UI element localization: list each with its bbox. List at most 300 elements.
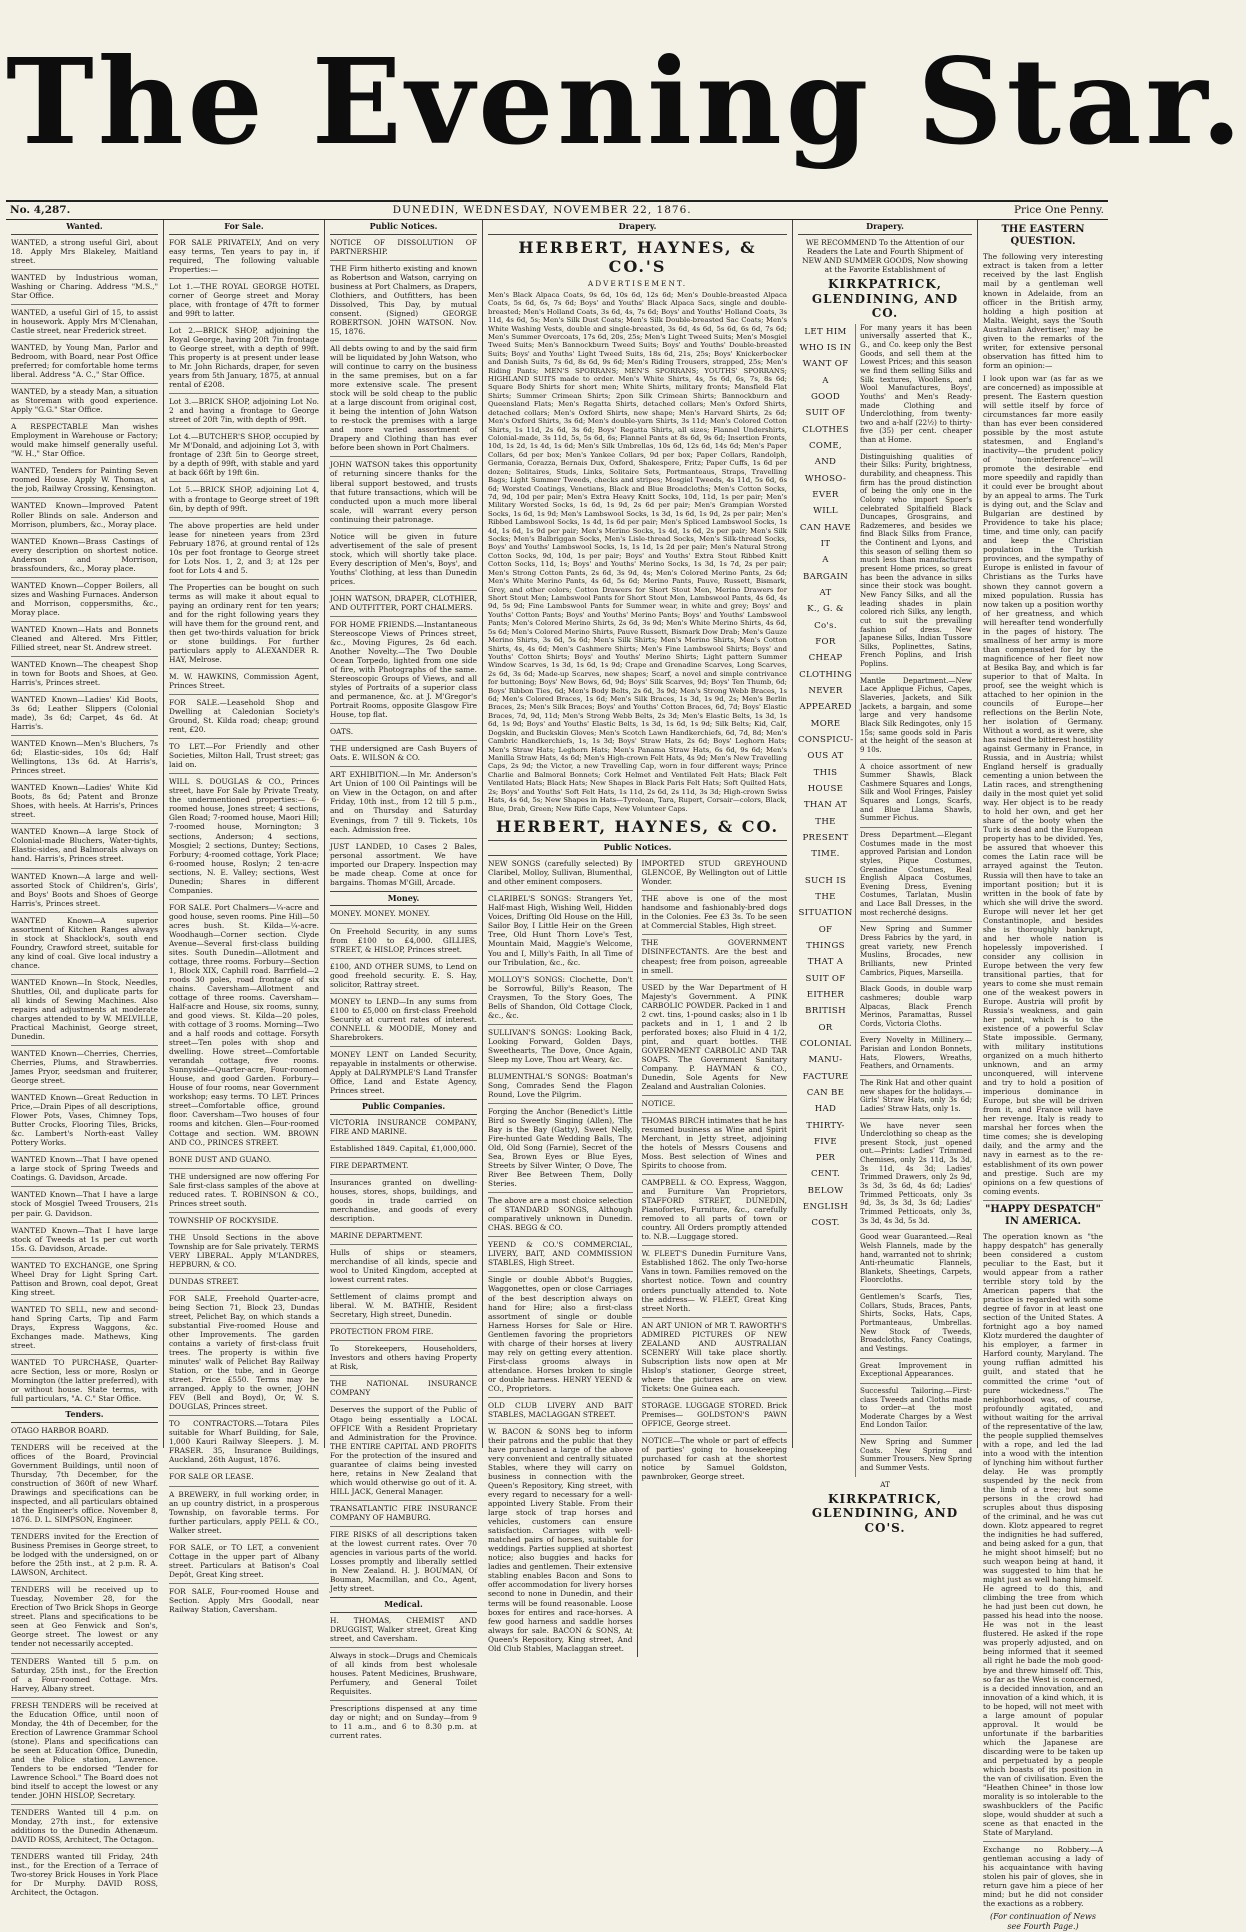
divider [330,740,477,741]
section-header: Medical. [330,1597,477,1613]
slogan-line [798,863,853,873]
advertisement: Deserves the support of the Public of Otago being essentially a LOCAL OFFICE With a Resident Proprietary and Administration for the Province. THE ENTIRE CAPITAL AND PROFITS For the protection of the insured and guarantee of claims being invested here, retains in New Zealand that which would otherwise go out of it. A. HILL JACK, General Manager. [330,1405,477,1496]
wanted-ads [11,238,158,1403]
slogan-line: IT [820,539,831,550]
advertisement: WANTED Known—The cheapest Shop in town for Boots and Shoes, at Geo. Harris's, Princes street. [11,659,158,687]
divider [169,278,319,279]
divider [11,621,158,622]
section-header: Public Companies. [330,1099,477,1115]
divider [330,766,477,767]
advertisement: WANTED Known—Brass Castings of every description on shortest notice. Anderson and Morrison, brassfounders, &c., Moray place. [11,536,158,573]
advertisement: WANTED, by a steady Man, a situation as Storeman with good experience. Apply "G.G." Star Office. [11,387,158,415]
divider [11,497,158,498]
advertisement: JOHN WATSON, DRAPER, CLOTHIER, AND OUTFITTER, PORT CHALMERS. [330,593,477,612]
advertisement: WANTED Known—A superior assortment of Kitchen Ranges always in stock at Shacklock's, south end Foundry, Crawford street, suitable for any kind of coal. Give local industry a chance. [11,915,158,970]
divider [488,1103,633,1104]
advertisement: Single or double Abbot's Buggies, Waggonettes, open or close Carriages of the best description always on hand for Hire; also a first-class assortment of single or double Harness Horses for Sale or Hire. Gentlemen favoring the proprietors with charge of their horses at livery may rely on getting every attention. First-class grooms always in attendance. Horses broken to single or double harness. HENRY YEEND & CO., Proprietors. [488,1275,633,1393]
divider [330,993,477,994]
advertisement: TENDERS invited for the Erection of Business Premises in George street, to be lodged with the undersigned, on or before the 25th inst., at 2 p.m. R. A. LAWSON, Architect. [11,1532,158,1578]
advertisement: WANTED by Industrious woman, Washing or Charing. Address "M.S.," Star Office. [11,272,158,300]
column-news [978,220,1108,1932]
section-header: Wanted. [11,222,158,235]
slogan-line: COME, [809,441,842,452]
advertisement: CAMPBELL & CO. Express, Waggon, and Furniture Van Proprietors, STAFFORD STREET, DUNEDIN, Pianofortes, Furniture, &c., carefully removed to all parts of town or country. All Orders promptly attended to. N.B.—Luggage stored. [641,1178,787,1242]
advertisement: WANTED Known—A large Stock of Colonial-made Bluchers, Water-tights, Elastic-sides, and Balmorals always on hand. Harris's, Princes street. [11,827,158,864]
divider [860,1434,972,1435]
divider [488,1271,633,1272]
advertisement: THE NATIONAL INSURANCE COMPANY [330,1379,477,1398]
advertisement: SULLIVAN'S SONGS: Looking Back, Looking Forward, Golden Days, Sweethearts, The Dove, Once Again, Sleep my Love, Thou art Weary, &c. [488,1027,633,1064]
advertisement: OATS. [330,727,354,737]
slogan-line: ENGLISH [802,1202,849,1213]
slogan-line: HOUSE [807,783,844,794]
divider [488,1397,633,1398]
vertical-slogan [798,324,856,1477]
slogan-line: FOR [815,636,836,647]
divider [11,1257,158,1258]
advertisement: MONEY LENT on Landed Security, repayable in instalments or otherwise. Apply at DALRYMPLE'S Land Transfer Office, Land and Estate Agency, Princes street. [330,1049,477,1095]
article-title: THE EASTERN QUESTION. [1001,224,1085,248]
advertisement: USED by the War Department of H Majesty's Government. A PINK CARBOLIC POWDER. Packed in 1 and 2 cwt. tins, 1-pound casks; also in 1 lb packets and in 1, 1 and 2 lb perforated boxes; also Fluid in 4 1/2, pint, and quart bottles. THE GOVERNMENT CARBOLIC AND TAR SOAPS. The Government Sanitary Company. P. HAYMAN & CO., Dunedin, Sole Agents for New Zealand and Australian Colonies. [641,982,787,1091]
divider [860,1289,972,1290]
slogan-line: CAN HAVE [799,522,852,533]
divider [330,1500,477,1501]
advertisement: WANTED Known—That I have large stock of Tweeds at 1s per cut worth 15s. G. Davidson, Arcade. [11,1225,158,1253]
divider [330,1244,477,1245]
advertisement: WANTED Known—Men's Bluchers, 7s 6d; Elastic-sides, 10s 6d; Half Wellingtons, 13s 6d. At Harris's, Princes street. [11,739,158,776]
slogan-line: THIRTY- [806,1120,845,1131]
advertisement: Successful Tailoring.—First-class Tweeds and Cloths made to order—at the most Moderate Charges by a West End London Tailor. [860,1385,972,1430]
advertisement: JOHN WATSON takes this opportunity of returning sincere thanks for the liberal support bestowed, and trusts that future transactions, which will be conducted upon a much more liberal scale, will warrant every person continuing their patronage. [330,460,477,524]
divider [11,269,158,270]
advertisement: FOR SALE OR LEASE. [169,1472,254,1482]
divider [983,1200,1103,1201]
divider [860,759,972,760]
advertisement: IMPORTED STUD GREYHOUND GLENCOE, By Wellington out of Little Wonder. [641,859,787,887]
divider [330,456,477,457]
divider [11,1151,158,1152]
slogan-line: WHO IS IN [799,343,852,354]
advertisement: Lot 4.—BUTCHER'S SHOP, occupied by Mr M'Donald, and adjoining Lot 3, with frontage of 23ft 5in to George street, by a depth of 99ft, with stable and yard at back 66ft by 19ft 6in. [169,432,319,478]
advertisement: Always in stock—Drugs and Chemicals of all kinds from best wholesale houses. Patent Medicines, Brushware, Perfumery, and General Toilet Requisites. [330,1650,477,1697]
divider [488,971,633,972]
divider [330,1647,477,1648]
advertisement: CLARIBEL'S SONGS: Strangers Yet, Half-mast High, Wishing Well, Hidden Voices, Drifting Old House on the Hill, Sailor Boy, I Little Heir on the Green Tree, Old Hunt Thorn Love's Test, Mountain Maid, Maggie's Welcome, You and I, Milly's Faith, In all Time of our Tribulation, &c., &c. [488,894,633,967]
advertisement: Established 1849. Capital, £1,000,000. [330,1143,476,1153]
divider [169,428,319,429]
divider [330,1288,477,1289]
slogan-line: FACTURE [802,1071,849,1082]
divider [983,1841,1103,1842]
slogan-line: EITHER [806,989,845,1000]
dateline [6,200,1108,220]
masthead [6,4,1246,200]
advertisement: VICTORIA INSURANCE COMPANY, FIRE AND MARINE. [330,1117,477,1136]
advertisement: OLD CLUB LIVERY AND BAIT STABLES, MACLAGGAN STREET. [488,1400,633,1419]
advertisement: BONE DUST AND GUANO. [169,1154,272,1164]
slogan-line: THAT A [807,957,844,968]
divider [860,1383,972,1384]
divider [11,1089,158,1090]
advertisement: Lot 5.—BRICK SHOP, adjoining Lot 4, with a frontage to George street of 19ft 6in, by depth of 99ft. [169,485,319,513]
divider [169,1273,319,1274]
advertisement: TENDERS Wanted till 4 p.m. on Monday, 27th inst., for extensive additions to the Dunedin Athenæum. DAVID ROSS, Architect, The Octagon. [11,1807,158,1845]
column-wanted [6,220,164,1898]
divider [169,1539,319,1540]
section-header: Public Notices. [330,222,477,235]
advertisement: THE above is one of the most handsome and fashionably-bred dogs in the Colonies. Fee £3 3s. To be seen at Commercial Stables, High street. [641,894,787,931]
advertisement: TOWNSHIP OF ROCKYSIDE. [169,1215,279,1225]
advertisement: Every Novelty in Millinery.—Parisian and London Bonnets, Hats, Flowers, Wreaths, Feathers, and Ornaments. [860,1035,972,1071]
advertisement: NOTICE—The whole or part of effects of parties' going to housekeeping purchased for cash at the shortest notice by Samuel Goldston, pawnbroker, George street. [641,1435,787,1482]
divider [330,1375,477,1376]
firm-name: HERBERT, HAYNES, & CO.'S [518,237,757,277]
divider [330,958,477,959]
advertisement: WANTED, Tenders for Painting Seven roomed House. Apply W. Thomas, at the job, Railway Crossing, Kensington. [11,466,158,494]
divider [169,1415,319,1416]
slogan-line: A [822,375,829,386]
divider [11,1186,158,1187]
advertisement: Lot 2.—BRICK SHOP, adjoining the Royal George, having 20ft 7in frontage to George street, with a depth of 99ft. This property is at present under lease to Mr. John Richards, draper, for seven years from 5th January, 1875, at annual rental of £208. [169,326,319,390]
slogan-line: BELOW [807,1185,844,1196]
column-public-notices [325,220,483,1741]
slogan-line: SUIT OF [805,408,846,419]
divider [330,1174,477,1175]
advertisement: A RESPECTABLE Man wishes Employment in Warehouse or Factory; would make himself generally useful. "W. H.," Star Office. [11,422,158,459]
advertisement: We have never seen Underclothing so cheap as the present Stock, just opened out.—Prints: Ladies' Trimmed Chemises, only 2s 11d, 3s 3d, 3s 11d, 4s 3d; Ladies' Trimmed Drawers, only 2s 9d, 3s 3d, 3s 6d, 4s 6d; Ladies' Trimmed Petticoats, only 3s 9d, 3s, 3s 3d, 3s 6d; Ladies' Trimmed Petticoats, only 3s, 3s 3d, 4s 3d, 5s 3d. [860,1120,972,1225]
advertisement: TENDERS will be received at the offices of the Board, Provincial Government Buildings, until noon of Thursday, 7th December, for the construction of 360ft of new Wharf. Drawings and specifications can be inspected, and all particulars obtained at the Engineer's office. November 8, 1876. D. L. SIMPSON, Engineer. [11,1442,158,1525]
slogan-line: WANT OF [802,359,849,370]
slogan-line: LET HIM [804,326,847,337]
divider [330,590,477,591]
divider [11,1804,158,1805]
divider [860,827,972,828]
advertisement: Forging the Anchor (Benedict's Little Bird so Sweetly Singing (Allen), The Bay is the Bay (Gatty), Sweet Nelly, Fire-hunted Gate Wedding Balls, The Old, Old Song (Farnie), Secret of the Sea, Brown Eyes or Blue Eyes, Streets by Silver Winter, O Dove, The River Bee Between Them, Dolly Steries. [488,1106,633,1189]
companies-ads [330,1118,477,1593]
slogan-line: CHEAP [808,653,843,664]
public-notices-split [488,859,787,1656]
advertisement: TRANSATLANTIC FIRE INSURANCE COMPANY OF HAMBURG. [330,1503,477,1522]
divider [11,339,158,340]
divider [860,1032,972,1033]
divider [330,1227,477,1228]
advertisement: YEEND & CO.'S COMMERCIAL, LIVERY, BAIT, AND COMMISSION STABLES, High Street. [488,1240,633,1268]
divider [642,1174,788,1175]
divider [169,1583,319,1584]
divider [169,899,319,900]
advertisement: Insurances granted on dwelling-houses, stores, shops, buildings, and goods in trade carried on merchandise, and goods of every description. [330,1177,477,1223]
at-label: AT [880,1479,890,1489]
divider [11,779,158,780]
advertisement: NOTICE. [641,1098,676,1108]
slogan-line: EVER [812,490,839,501]
divider [169,579,319,580]
medical-ads [330,1616,477,1740]
advertisement: WANTED Known—Great Reduction in Price,—Drain Pipes of all descriptions, Flower Pots, Vases, Chimney Tops, Butter Crocks, Flooring Tiles, Bricks, &c. Lambert's North-east Valley Pottery Works. [11,1093,158,1148]
article-paragraph: I look upon war (as far as we are concerned) as impossible at present. The Eastern question will settle itself by force of circumstances far more easily than has ever been considered possible by the most astute statesmen, and England's inactivity—the prudent policy of 'non-interference'—will promote the desirable end more speedily and rapidly than it could ever be brought about by an appeal to arms. The Turk is dying out, and the Sclav and Bulgarian are destined by Providence to take his place; time, and time only, can pacify and keep the Christian population in the Turkish provinces, and the sympathy of Europe is enlisted in favour of Christians as the Turks have shown they cannot govern a mixed population. Russia has now taken up a position worthy of her greatness, and which will hereafter tend wonderfully in the pages of history. The smallness of her army is more than compensated for by the magnificence of her fleet now at Besika Bay, and which is far superior to that of Malta. In proof, see the weight which is attached to her opinion in the councils of Europe—her reflections on the Berlin Note, her isolation of Germany. Without a word, as it were, she has raised the bitterest hostility against Germany in France, in Russia, and in Austria; whilst England herself is gradually cementing a union between the Latin races, and strengthening daily in the most quiet yet solid way. Her object is to be ready to hold her own, and get her share of the booty when the Turk is dead and the European property has to be divided. Yes, be assured that whoever this comes the Latin race will be arrayed against the Teuton. Russia will then have to take an important position; but it is written in the book of fate by which she will drive the sword. Europe will never let her get Constantinople, and besides she is thoroughly bankrupt, and her whole nation is hopelessly impoverished. I consider any collision in Europe between the very few transitional parties, that for years to come she must remain one of the weakest powers in Europe. Austria will profit by Russia's weakness, and gain her point, which is to the existence of a powerful Sclav State impossible. Germany, with military institutions organized on a much hitherto unknown, and an army unconquered, will intervene and try to hold a position of imperious dominance in Europe, but she will be driven from it, and France will have her revenge. Italy is ready to marshal her forces when the time comes; she is developing daily, and the army and the navy in earnest as to the re-establishment of its own power and prestige. Such are my opinions on a few questions of coming events. [983,373,1103,1196]
slogan-line: COLONIAL [799,1038,852,1049]
slogan-line: THAN AT [803,800,848,811]
divider [860,1229,972,1230]
advertisement: M. W. HAWKINS, Commission Agent, Princes Street. [169,672,319,691]
advertisement: WANTED, a strong useful Girl, about 18. Apply Mrs Blakeley, Maitland street. [11,237,158,265]
advertisement: MOLLOY'S SONGS: Clochette, Don't be Sorrowful, Billy's Reason, The Craysmen, To the Story Goes, The Bells of Shandon, Old Cottage Clock, &c., &c. [488,974,633,1020]
article-title-2: "HAPPY DESPATCH" IN AMERICA. [985,1203,1101,1227]
advertisement: FOR SALE PRIVATELY, And on very easy terms, Ten years to pay in, if required, The following valuable Properties:— [169,237,319,274]
divider [11,418,158,419]
divider [642,890,788,891]
advertisement: Great Improvement in Exceptional Appearances. [860,1360,972,1379]
advertisement: TO LET.—For Friendly and other Societies, Milton Hall, Trust street; gas laid on. [169,742,319,770]
slogan-line: BARGAIN [802,571,849,582]
slogan-line: HAD [814,1104,837,1115]
issue-number: No. 4,287. [10,204,71,217]
divider [11,1848,158,1849]
advertisement-label: ADVERTISEMENT. [587,278,688,288]
advertisement: All debts owing to and by the said firm will be liquidated by John Watson, who will continue to carry on the business in the same premises, but on a far more extensive scale. The present stock will be sold cheap to the public at a large discount from original cost, it being the intention of John Watson to re-stock the premises with a large and more varied assortment of Drapery and Clothing than has ever before been shown in Port Chalmers. [330,344,477,453]
advertisement: WANTED TO SELL, new and second-hand Spring Carts, Tip and Farm Drays, Express Waggons, &c. Exchanges made. Mathews, King street. [11,1304,158,1350]
for-sale-ads [169,238,319,1614]
slogan-line: WILL [813,506,838,517]
advertisement: To Storekeepers, Householders, Investors and others having Property at Risk, [330,1344,477,1372]
advertisement: Prescriptions dispensed at any time day or night; and on Sunday—from 9 to 11 a.m., and 6 to 8.30 p.m. at current rates. [330,1704,477,1741]
divider [11,1439,158,1440]
advertisement: Mantle Department.—New Lace Applique Fichus, Capes, Slaveries, Jackets, and Silk Jackets, a bargain, and some large and very handsome Black Silk Redingotes, only 15 15s; same goods sold in Paris at the height of the season at 9 10s. [860,675,972,754]
advertisement: Gentlemen's Scarfs, Ties, Collars, Studs, Braces, Pants, Shirts, Socks, Hats, Caps, Portmanteaus, Umbrellas. New Stock of Tweeds, Broadcloths, Fancy Coatings, and Vestings. [860,1292,972,1353]
advertisement: Hulls of ships or steamers, merchandise of all kinds, specie and wool to United Kingdom, accepted at lowest current rates. [330,1248,477,1285]
divider [330,723,477,724]
place-date: DUNEDIN, WEDNESDAY, NOVEMBER 22, 1876. [392,204,692,217]
divider [330,340,477,341]
slogan-line: CLOTHES [802,424,849,435]
advertisement: THE Firm hitherto existing and known as Robertson and Watson, carrying on business at Port Chalmers, as Drapers, Clothiers, and Outfitters, has been Dissolved, This Day, by mutual consent. (Signed) GEORGE ROBERTSON. JOHN WATSON. Nov. 15, 1876. [330,263,477,337]
advertisement: JUST LANDED, 10 Cases 2 Bales, personal assortment. We have imported our Drapery. Inspection may be made cheap. Come at once for bargains. Thomas M'Gill, Arcade. [330,841,477,887]
advertisement: THE Unsold Sections in the above Township are for Sale privately. TERMS VERY LIBERAL. Apply M'LANDRES, HEPBURN, & CO. [169,1232,319,1269]
column-for-sale [164,220,325,1614]
divider [330,260,477,261]
section-header: Drapery. [798,222,972,235]
money-ads [330,909,477,1095]
divider [330,1046,477,1047]
advertisement: WANTED TO PURCHASE, Quarter-acre Section, less or more, Roslyn or Mornington (the latter preferred), with or without house. State terms, with full particulars, "A. C." Star Office. [11,1357,158,1404]
advertisement: H. THOMAS, CHEMIST AND DRUGGIST, Walker street, Great King street, and Caversham. [330,1615,477,1643]
kirkpatrick-heading: KIRKPATRICK, GLENDINING, AND CO. [811,276,959,321]
advertisement: FOR SALE, Freehold Quarter-acre, being Section 71, Block 23, Dundas street, Pelichet Bay, on which stands a substantial Five-roomed House and other Improvements. The garden contains a variety of first-class fruit trees. The property is within five minutes' walk of Pelichet Bay Railway Station, or the tube, and in George street. Price £550. Terms may be arranged. Apply to the owner, JOHN FEV (Bell and Boyd), Or, W. S. DOUGLAS, Princes street. [169,1293,319,1412]
advertisement: MONEY. MONEY. MONEY. [330,909,430,919]
slogan-line: THIS [813,767,838,778]
advertisement: THE undersigned are Cash Buyers of Oats. E. WILSON & CO. [330,744,477,763]
slogan-line: AT [819,588,832,598]
slogan-line: MORE [810,718,841,729]
slogan-line: GOOD [810,392,841,403]
advertisement: FOR SALE, Four-roomed House and Section. Apply Mrs Goodall, near Railway Station, Caversham. [169,1586,319,1614]
slogan-line: BRITISH [805,1006,846,1017]
divider [860,1358,972,1359]
advertisement: W. BACON & SONS beg to inform their patrons and the public that they have purchased a large of the above very convenient and centrally situated Stables, where they will carry on business in connection with the Queen's Repository, King street, with every regard to necessary for a well-appointed Livery Stable. From their large stock of trap horses and vehicles, customers can ensure satisfaction. Carriages with well-matched pairs of horses, suitable for weddings. Parties supplied at shortest notice; also buggies and hacks for ladies and gentlemen. Their extensive stabling enables Bacon and Sons to offer accommodation for livery horses second to none in Dunedin, and their terms will be found reasonable. Loose boxes for entires and race-horses. A few good harness and saddle horses always for sale. BACON & SONS, At Queen's Repository, King street, And Old Club Stables, Maclaggan street. [488,1426,633,1653]
advertisement: Distinguishing qualities of their Silks: Purity, brightness, durability, and cheapness. This firm has the proud distinction of being the only one in the Colony who import Spoer's celebrated Spitalfield Black Duncapes, Grosgrains, and Radzemeres, and besides we find Black Silks from France, the Continent and Lyons, and this season of selling them so much less than manufacturers present Home prices, so great has been the advance in silks since their stock was bought. New Fancy Silks, and all the leading shades in plain colored rich Silks, any length, cut to suit the prevailing fashion of dress. New Japanese Silks, Indian Tussore Silks, Poplinettes, Satins, French Poplins, and Irish Poplins. [860,451,972,669]
advertisement: WANTED, a useful Girl of 15, to assist in housework. Apply Mrs M'Clenahan, Castle street, near Frederick street. [11,307,158,335]
advertisement: WANTED Known—Cherries, Cherries, Cherries, Plums, and Strawberries. James Pryor, seedsman and fruiterer, George street. [11,1049,158,1086]
advertisement: TO CONTRACTORS.—Totara Piles suitable for Wharf Building, for Sale, 1,000 Kauri Railway Sleepers. J. M. FRASER. 35, Insurance Buildings, Auckland, 26th August, 1876. [169,1419,319,1465]
divider [488,1423,633,1424]
advertisement: Lot 1.—THE ROYAL GEORGE HOTEL corner of George street and Moray place, with frontage of 47ft to former and 99ft to latter. [169,281,319,318]
advertisement: New Spring and Summer Dress Fabrics by the yard, in great variety, new French Muslins, Brocades, new Brilliants, new Printed Cambrics, Piques, Marseilla. [860,924,972,977]
advertisement: FOR SALE.—Leasehold Shop and Dwelling at Caledonian Society's Ground, St. Kilda road; cheap; ground rent, £20. [169,698,319,735]
divider [11,1354,158,1355]
advertisement: Good wear Guaranteed.—Real Welsh Flannels, made by the hand, warranted not to shrink; Anti-rheumatic Flannels, Blankets, Sheetings, Carpets, Floorcloths. [860,1232,972,1285]
divider [169,1290,319,1291]
advertisement: FOR SALE. Port Chalmers—¼-acre and good house, seven rooms. Pine Hill—50 acres bush. St. Kilda—¼-acre. Woodhaugh—Corner section. Clyde Avenue—Several first-class building sites. South Dunedin—Allotment and cottage, three rooms. Forbury—Section 1, Block XIX, Caphill road. Barrfield—2 roods 30 poles, road frontage of six chains. Caversham—Allotment and cottage of three rooms. Caversham—Half-acre and House, six rooms, sunny, and good views. St. Kilda—20 poles, with cottage of 3 rooms. Morning—Two and a half roods and cottage. Forsyth street—Ten poles with shop and dwelling. Howe street—Comfortable verandah cottage, five rooms. Sunnyside—Quarter-acre, Four-roomed House, and good Garden. Forbury—House of four rooms, near Government workshop; easy terms. TO LET. Princes street—Comfortable office, ground floor. Caversham—Two houses of four rooms and kitchen. Glen—Four-roomed Cottage and section. WM. BROWN AND CO., PRINCES STREET. [169,902,319,1147]
divider [330,1526,477,1527]
advertisement: BLUMENTHAL'S SONGS: Boatman's Song, Comrades Send the Flagon Round, Love the Pilgrim. [488,1071,633,1099]
divider [169,393,319,394]
slogan-line: PER [815,1153,836,1164]
public-notices-right [638,859,788,1656]
slogan-line: WHOSO- [804,473,847,484]
advertisement: PROTECTION FROM FIRE. [330,1327,434,1337]
advertisement: Notice will be given in future advertisement of the sale of present stock, which will shortly take place. Every description of Men's, Boys', and Youths' Clothing, at less than Dunedin prices. [330,531,477,586]
advertisement: On Freehold Security, in any sums from £100 to £4,000. GILLIES, STREET, & HISLOP, Princes street. [330,926,477,954]
divider [169,773,319,774]
slogan-line: OF THINGS [806,924,845,951]
slogan-line: APPEARED [799,702,852,713]
slogan-line: A [822,555,829,566]
advertisement: FIRE DEPARTMENT. [330,1160,409,1170]
slogan-line: K., G. & Co's. [807,604,844,631]
divider [11,868,158,869]
price: Price One Penny. [1013,204,1104,217]
kirkpatrick-footer: KIRKPATRICK, GLENDINING, AND CO'S. [811,1491,959,1535]
divider [642,934,788,935]
divider [11,1581,158,1582]
article-paragraph: The operation known as "the happy despatch" has generally been considered a custom peculiar to the East, but it would appear from a rather terrible story told by the American papers that the practice is regarded with some degree of favor in at least one section of the United States. A fortnight ago a boy named Klotz murdered the daughter of his employer, a farmer in Harford county, Maryland. The young ruffian admitted his guilt, and stated that he committed the crime "out of pure wickedness." The neighborhood was, of course, profoundly agitated, and without waiting for the arrival of the representative of the law, the people supplied themselves with a rope, and led the lad into a wood with the intention of lynching him without further delay. He was promptly suspended by the neck from the limb of a tree; but some persons in the crowd had scruples about thus disposing of the criminal, and he was cut down. Klotz appeared to regret the indignities he had suffered, and being asked for a gun, that he might shoot himself; but no such weapon being at hand, it was suggested to him that he might just as well hang himself. He agreed to do this, and climbing the tree from which he had just been cut down, he passed his head into the noose. He was not in the least flustered. He asked if the rope was properly adjusted, and on being informed that it seemed all right he bade the mob good-bye and threw himself off. This, so far as the West is concerned, is a decided innovation, and an innovation of a kind which, it is to be hoped, will not meet with a large amount of popular approval. It would be unfortunate if the barbarities which the Japanese are discarding were to be taken up and perpetuated by a people which boasts of its position in the van of civilisation. Even the "Heathen Chinee" in those low morality is so intolerable to the swashbucklers of the Pacific slope, would shudder at such a scene as that enacted in the State of Maryland. [983,1232,1103,1838]
section-header: Public Notices. [488,840,787,856]
advertisement: WANTED Known—That I have a large stock of Mosgiel Tweed Trousers, 21s per pair. G. Davidson. [11,1190,158,1218]
public-notices-left [488,859,638,1656]
advertisement: Lot 3.—BRICK SHOP, adjoining Lot No. 2 and having a frontage to George street of 20ft 7in, with depth of 99ft. [169,397,319,425]
column-drapery-herbert [483,220,793,1653]
divider [169,668,319,669]
divider [11,1528,158,1529]
divider [169,517,319,518]
slogan-line: CAN BE [806,1087,845,1098]
article-paragraph: The following very interesting extract is taken from a letter received by the last English mail by a gentleman well known in Adelaide, from an officer in the British army, holding a high position at Malta. Weight, says the 'South Australian Advertiser,' may be given to the remarks of the writer, for extensive personal observation has fitted him to form an opinion:— [983,252,1103,370]
advertisement: The Properties can be bought on such terms as will make it about equal to paying an ordinary rent for ten years; and for the right following years they will have them for the ground rent, and then get two-thirds valuation for brick or stone buildings. For further particulars apply to ALEXANDER R. HAY, Melrose. [169,582,319,664]
section-header: For Sale. [169,222,319,235]
divider [11,912,158,913]
advertisement: Dress Department.—Elegant Costumes made in the most approved Parisian and London styles, Pique Costumes, Grenadine Costumes, Real English Alpaca Costumes, Evening Dress, Evening Costumes, Tarlatan, Muslin and Lace Ball Dresses, in the most recherché designs. [860,829,972,917]
divider [642,1317,788,1318]
advertisement: For many years it has been universally asserted that K., G., and Co. keep only the Best Goods, and sell them at the Lowest Prices; and this season we find them selling Silks and Silk textures, Woollens, and Wool Manufactures, Boys', Youths' and Men's Ready-made Clothing and Underclothing, from twenty-two and a-half (22½) to thirty-five (35) per cent. cheaper than at Home. [860,322,972,445]
drapery-body: Men's Black Alpaca Coats, 9s 6d, 10s 6d, 12s 6d; Men's Double-breasted Alpaca Coats, 5s 6d, 6s, 7s 6d; Boys' and Youths' Black Alpaca Sacs, single and double-breasted; Men's Holland Coats, 3s 6d, 4s, 7s 6d; Boys' and Youths' Holland Coats, 3s 11d, 4s 6d, 5s; Men's Silk Dust Coats; Men's Silk Double-breasted Sac Coats; Men's White Washing Vests, double and single-breasted, 3s 6d, 4s 6d, 5s 6d, 6s 6d, 7s 6d; Men's Summer Overcoats, 17s 6d, 20s, 25s; Men's Light Tweed Suits; Men's Mosgiel Tweed Suits; Men's Bannockburn Tweed Suits; Boys' and Youths' Double-breasted Suits; Boys' and Youths' Light Tweed Suits, 18s 6d, 21s, 25s; Boys' Knickerbocker and Danish Suits, 7s 6d, 8s 6d, 9s 6d; Men's Riding Trousers, strapped, 25s; Men's Riding Pants; MEN'S SPORRANS; MEN'S SPORRANS; YOUTHS' SPORRANS; HIGHLAND SUITS made to order. Men's White Shirts, 4s, 5s 6d, 6s, 7s, 8s 6d; Square Body Shirts for short men; White Shirts, military fronts; Mansfield Flat Shirts; Summer Crimean Shirts; 2pon Silk Crimean Shirts; Bannockburn and Queensland Flats; Men's Regatta Shirts, detached collars; Men's Oxford Shirts, detached collars; Men's Oxford Shirts, new shape; Men's Harvard Shirts, 2s 6d; Men's Oxford Shirts, 3s 6d; Men's double-yarn Shirts, 3s 11d; Men's Colored Cotton Shirts, 1s 11d, 2s 6d, 3s 6d; Boys' Regatta Shirts, all sizes; Flannel Undershirts, Colonial-made, 3s 11d, 5s, 5s 6d, 6s; Flannel Pants at 8s 6d, 9s 6d; Insertion Fronts, 10d, 1s 2d, 1s 4d, 1s 6d; Men's Silk Umbrellas, 10s 6d, 12s 6d, 14s 6d; Men's Paper Collars, 6d per box; Men's Yankee Collars, 9d per box; Paper Collars, Randolph, Germania, Corazza, Bernais Dux, Oxford, Shakespere, Fritz; Paper Cuffs, 1s 6d per dozen; Solitaires, Studs, Links, Solitaire Sets, Portmanteaus, Straps, Travelling Bags; Light Summer Tweeds, checks and stripes; Mosgiel Tweeds, 4s 11d, 5s 6d, 6s 6d; Worsted Coatings, Venetians, Black and Blue Broadcloths; Men's Cotton Socks, 7d, 9d, 10d per pair; Men's Extra Heavy Knitt Socks, 10d, 11d, 1s per pair; Men's Military Worsted Socks, 1s 6d, 1s 9d, 2s 6d per pair; Men's Grampian Worsted Socks, 1s 6d, 1s 9d; Men's Lambswool Socks, 1s 3d, 1s 6d, 1s 9d, 2s per pair; Men's Ribbed Lambswool Socks, 1s 4d, 1s 6d per pair; Men's Spliced Lambswool Socks, 1s 4d, 1s 6d, 1s 9d per pair; Men's Merino Socks, 1s 4d, 1s 6d, 2s per pair; Men's Silk Socks; Men's Balbriggan Socks, Men's Lisle-thread Socks, Men's Silk-thread Socks, Boys' and Youths' Lambswool Socks, 1s, 1s 1d, 1s 2d per pair; Men's Natural Strong Cotton Socks, 9d, 10d, 1s per pair; Boys' and Youths' Extra Stout Ribbed Knitt Cotton Socks, 11d, 1s; Boys' and Youths' Merino Socks, 1s 3d, 1s 7d, 2s per pair; Men's Strong Cotton Pants, 2s 6d, 3s 9d, 4s; Men's Colored Merino Pants, 2s 6d; Men's White Merino Pants, 4s 6d, 5s 6d; Merino Pants, Pauve, Russett, Bismark, Grey, and other colors; Cotton Drawers for Short Stout Men, Merino Drawers for Short Stout Men; Lambswool Pants for Short Stout Men, Lambswool Pants, 4s 6d, 4s 9d, 5s 9d; Fine Lambswool Pants for Summer wear, in white and grey; Boys' and Youths' Cotton Pants; Boys' and Youths' Merino Pants; Boys' and Youths' Lambswool Pants; Men's Colored Merino Shirts, 2s 6d, 3s 9d; Men's White Merino Shirts, 4s 6d, 5s 6d; Men's Colored Merino Shirts, Pauve Russett, Bismark Dow Drab; Men's Gauze Merino Shirts, 3s 6d, 5s 6d; Men's Silk Shirts; Men's Merino Shirts, Men's Cotton Shirts, 4s, 4s 6d; Men's Cashmere Shirts; Men's Fine Lambswool Shirts; Boys' and Youths' Cotton Shirts; Boys' and Youths' Merino Shirts; Light pattern Summer Window Scarves, 1s 3d, 1s 6d, 1s 9d; Crape and Grenadine Scarves, Long Scarves, 2s 6d, 3s 6d; Made-up Scarves, new shapes; Scarf, a novel and simple contrivance for buttoning; Boys' New Bows, 6d, 9d; Boys' Silk Scarves, 9d; Boys' Ten Thumb, 6d; Boys' Ribbon Ties, 6d; Men's Body Belts, 2s 6d, 3s 9d; Men's Strong Webb Braces, 1s 6d; Men's Colored Braces, 1s 6d; Men's Silk Braces, 1s 3d, 1s 9d, 2s; Men's Berlin Braces, 2s; Men's Silk Braces; Boys' and Youths' Cotton Braces, 6d, 7d; Boys' Elastic Braces, 7d, 9d, 11d; Men's Strong Webb Belts, 2s 3d; Men's Elastic Belts, 1s 3d, 1s 6d, 1s 9d; Boys' and Youths' Elastic Belts, 1s 3d, 1s 6d, 1s 9d; Silk Belts; Kid, Calf, Dogskin, and Buckskin Gloves; Men's Scotch Lawn Handkerchiefs, 6d, 7d, 8d; Men's Cambric Handkerchiefs, 1s, 1s 3d; Boys' Straw Hats, 2s 6d; Boys' Leghorn Hats; Men's Straw Hats; Leghorn Hats; Men's Panama Straw Hats, 6s 6d, 9s 6d; Men's Manilla Straw Hats, 4s 6d; Men's High-crown Felt Hats, 4s 9d; Men's New Travelling Caps, 2s 9d; the Victor, a new Travelling Cap, worn in four different ways; Prince Charlie and Balmoral Bonnets; Cork Helmet and Ventilated Felt Hats; Black Felt Ventilated Hats; Black Hats; New Shapes in Black Paris Felt Hats; Soft Quilted Hats, 2s; Boys' and Youths' Soft Felt Hats, 1s 11d, 2s 6d, 2s 11d, 3s 3d; High-crown Swiss Hats, 4s 6d, 5s; New Shapes in Hats—Tyrolean, Tara, Rupert, Corsair—colors, Black, Blue, Drab, Green; New Rifle Caps, New Volunteer Caps. [488,290,787,813]
divider [330,923,477,924]
divider [488,890,633,891]
divider [330,1140,477,1141]
divider [11,1301,158,1302]
slogan-line: SUIT OF [805,973,846,984]
slogan-line: PRESENT [802,832,849,843]
advertisement: STORAGE. LUGGAGE STORED. Brick Premises— GOLDSTON'S PAWN OFFICE, George street. [641,1400,787,1428]
divider [488,1068,633,1069]
divider [642,979,788,980]
divider [488,1024,633,1025]
divider [11,383,158,384]
advertisement: WANTED Known—Ladies' Kid Boots, 3s 6d; Leather Slippers (Colonial made), 3s 6d; Carpet, 4s 6d. At Harris's. [11,695,158,732]
divider [169,1468,319,1469]
divider [11,533,158,534]
advertisement: WANTED Known—Hats and Bonnets Cleaned and Altered. Mrs Fittler, Fillied street, near St. Andrew street. [11,624,158,652]
advertisement: WANTED Known—Ladies' White Kid Boots, 8s 6d; Patent and Bronze Shoes, with heels. At Harris's, Princes street. [11,783,158,820]
continuation-note: (For continuation of News see Fourth Page.) [989,1912,1096,1932]
advertisement: MONEY to LEND—In any sums from £100 to £5,000 on first-class Freehold Security at current rates of interest. CONNELL & MOODIE, Money and Sharebrokers. [330,996,477,1042]
advertisement: TENDERS will be received up to Tuesday, November 28, for the Erection of Two Brick Shops in George street. Plans and specifications to be seen at Geo Fenwick and Son's, George street. The lowest or any tender not necessarily accepted. [11,1585,158,1649]
divider [488,1192,633,1193]
advertisement: AN ART UNION of MR T. RAWORTH'S ADMIRED PICTURES OF NEW ZEALAND AND AUSTRALIAN SCENERY Will take place shortly. Subscription lists now open at Mr Hislop's stationer, George street, where the pictures are on view. Tickets: One Guinea each. [641,1320,787,1393]
divider [642,1397,788,1398]
divider [11,823,158,824]
divider [330,1323,477,1324]
advertisement: WILL S. DOUGLAS & CO., Princes street, have For Sale by Private Treaty, the undermentioned properties:— 6-roomed house, Jones street; 4 sections, Glen Road; 7-roomed house, Maori Hill; 7-roomed house, Mornington; 3 sections, Anderson; 4 sections, Mosgiel; 2 sections, Duntey; Sections, Forbury; 4-roomed cottage, York Place; 6-roomed house, Roslyn; 2 ten-acre sections, N. E. Valley; sections, West Dunedin; Shares in different Companies. [169,777,319,895]
divider [642,1245,788,1246]
slogan-line: MANU- [808,1055,843,1066]
divider [169,1486,319,1487]
advertisement: The Rink Hat and other quaint new shapes for the holidays.—Girls' Straw Hats, only 3s 6d; Ladies' Straw Hats, only 1s. [860,1078,972,1113]
divider [169,1212,319,1213]
slogan-line: COST. [811,1218,840,1229]
advertisement: £100, AND OTHER SUMS, to Lend on good freehold security. E. S. Hay, solicitor, Rattray street. [330,961,477,989]
divider [11,1222,158,1223]
advertisement: Settlement of claims prompt and liberal. W. M. BATHIE, Resident Secretary, High street, Dunedin. [330,1292,477,1320]
slogan-line: NEVER [808,685,843,696]
advertisement: WANTED Known—That I have opened a large stock of Spring Tweeds and Coatings. G. Davidson, Arcade. [11,1155,158,1183]
divider [169,481,319,482]
divider [11,462,158,463]
divider [642,1432,788,1433]
slogan-line: CONSPICU- [798,734,854,745]
divider [488,1236,633,1237]
slogan-line: CENT. [810,1169,841,1180]
column-drapery-kirkpatrick [793,220,978,1535]
divider [11,304,158,305]
advertisement: TENDERS wanted till Friday, 24th inst., for the Erection of a Terrace of Two-storey Brick Houses in York Place for Dr Murphy. DAVID ROSS, Architect, the Octagon. [11,1852,158,1898]
divider [11,577,158,578]
recommend-intro: WE RECOMMEND To the Attention of our Readers the Late and Fourth Shipment of NEW AND SUMMER GOODS, Now showing at the Favorite Establishment of [802,237,968,274]
slogan-line: THE [815,816,836,827]
advertisement: New Spring and Summer Coats. New Spring and Summer Trousers. New Spring and Summer Vests. [860,1437,972,1472]
advertisement: WANTED TO EXCHANGE, one Spring Wheel Dray for Light Spring Cart. Pattison and Brown, coal depot, Great King street. [11,1260,158,1297]
newspaper-title: The Evening Star. [6,32,1246,171]
divider [860,1075,972,1076]
kirkpatrick-body [798,324,972,1477]
advertisement: A choice assortment of new Summer Shawls, Black Cashmere Squares and Longs, Silk and Wool Fringes, Paisley Squares and Longs, Scarfs, and Blue Llama Shawls, Summer Fichus. [860,761,972,823]
advertisement: OTAGO HARBOR BOARD. [11,1425,109,1435]
divider [860,449,972,450]
advertisement: FOR HOME FRIENDS.—Instantaneous Stereoscope Views of Princes street, &c., Moving Figures, 2s 6d each. Another Novelty.—The Two Double Ocean Torpedo, lighted from one side of fire, with Photographs of the same. Stereoscopic Groups of Views, and all styles of Portraits of a superior class and permanence, &c. at J. M'Gregor's Portrait Rooms, opposite Glasgow Fire House, top flat. [330,619,477,720]
advertisement: FRESH TENDERS will be received at the Education Office, until noon of Monday, the 4th of December, for the Erection of Lawrence Grammar School (stone). Plans and specifications can be seen at Education Office, Dunedin, and the Police station, Lawrence. Tenders to be endorsed "Tender for Lawrence School." The Board does not bind itself to accept the lowest or any tender. JOHN HISLOP, Secretary. [11,1700,158,1800]
divider [11,735,158,736]
advertisement: FOR SALE, or TO LET, a convenient Cottage in the upper part of Albany street. Particulars at Batison's Coal Depôt, Great King street. [169,1542,319,1579]
slogan-line: THE [815,891,836,902]
divider [169,1229,319,1230]
slogan-line: AND [814,457,837,468]
advertisement: Black Goods, in double warp cashmeres; double warp Alpacas, Black French Merinos, Paramattas, Russel Cords, Victoria Cloths. [860,984,972,1028]
divider [11,1045,158,1046]
divider [642,1095,788,1096]
advertisement: FIRE RISKS of all descriptions taken at the lowest current rates. Over 70 agencies in various parts of the world. Losses promptly and liberally settled in New Zealand. H. J. BOUMAN, Of Bouman, Macmillan, and Co., Agent, Jetty street. [330,1529,477,1594]
columns [6,220,1108,1932]
advertisement: WANTED, by Young Man, Parlor and Bedroom, with Board, near Post Office preferred; for comfortable home terms liberal. Address "A. C.," Star Office. [11,343,158,380]
divider [330,838,477,839]
